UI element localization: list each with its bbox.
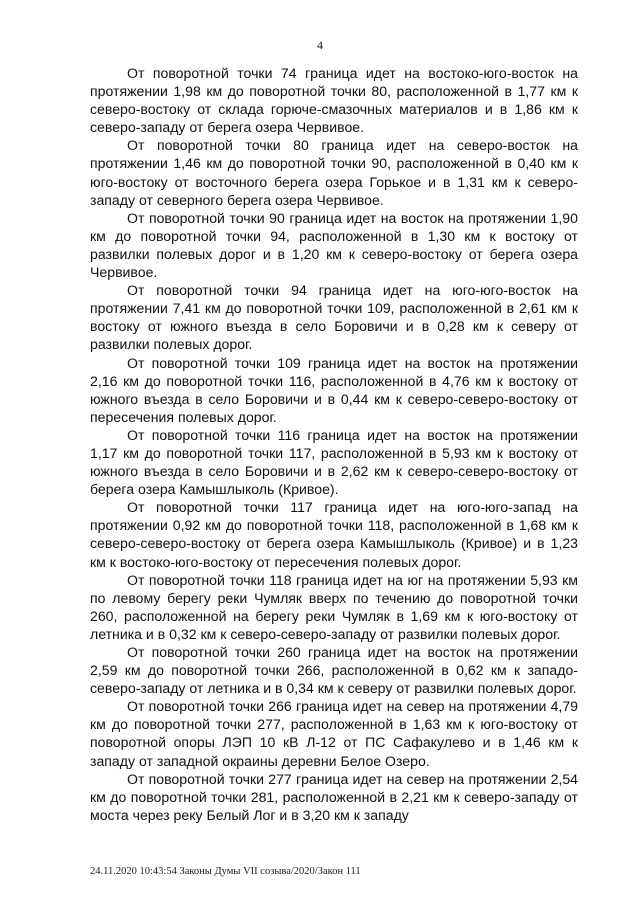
page-number: 4 xyxy=(317,38,323,52)
paragraph: От поворотной точки 94 граница идет на юго-юго-восток на протяжении 7,41 км до поворотной точки 109, расположенной в 2,61 км к востоку от южного въезда в село Боровичи и в 0,28 км к северу от развилки полевых дорог. xyxy=(90,282,578,353)
paragraph: От поворотной точки 80 граница идет на северо-восток на протяжении 1,46 км до поворотной точки 90, расположенной в 0,40 км к юго-востоку от восточного берега озера Горькое и в 1,31 км к северо-западу от северного берега озера Червивое. xyxy=(90,137,578,208)
document-body xyxy=(90,64,578,824)
paragraph: От поворотной точки 266 граница идет на север на протяжении 4,79 км до поворотной точки 277, расположенной в 1,63 км к юго-востоку от поворотной опоры ЛЭП 10 кВ Л-12 от ПС Сафакулево и в 1,46 км к западу от западной окраины деревни Белое Озеро. xyxy=(90,698,578,769)
paragraph: От поворотной точки 260 граница идет на восток на протяжении 2,59 км до поворотной точки 266, расположенной в 0,62 км к западо-северо-западу от летника и в 0,34 км к северу от развилки полевых дорог. xyxy=(90,644,578,697)
paragraph: От поворотной точки 117 граница идет на юго-юго-запад на протяжении 0,92 км до поворотной точки 118, расположенной в 1,68 км к северо-северо-востоку от берега озера Камышлыколь (Кривое) и в 1,23 км к востоко-юго-востоку от пересечения полевых дорог. xyxy=(90,499,578,570)
paragraph: От поворотной точки 118 граница идет на юг на протяжении 5,93 км по левому берегу реки Чумляк вверх по течению до поворотной точки 260, расположенной на берегу реки Чумляк в 1,69 км к юго-востоку от летника и в 0,32 км к северо-северо-западу от развилки полевых дорог. xyxy=(90,571,578,642)
paragraph: От поворотной точки 90 граница идет на восток на протяжении 1,90 км до поворотной точки 94, расположенной в 1,30 км к востоку от развилки полевых дорог и в 1,20 км к северо-востоку от берега озера Червивое. xyxy=(90,209,578,281)
paragraph: От поворотной точки 74 граница идет на востоко-юго-восток на протяжении 1,98 км до поворотной точки 80, расположенной в 1,77 км к северо-востоку от склада горюче-смазочных материалов и в 1,86 км к северо-западу от берега озера Червивое. xyxy=(90,65,578,136)
paragraph: От поворотной точки 277 граница идет на север на протяжении 2,54 км до поворотной точки 281, расположенной в 2,21 км к северо-западу от моста через реку Белый Лог и в 3,20 км к западу xyxy=(90,770,578,823)
paragraph: От поворотной точки 109 граница идет на восток на протяжении 2,16 км до поворотной точки 116, расположенной в 4,76 км к востоку от южного въезда в село Боровичи и в 0,44 км к северо-северо-востоку от пересечения полевых дорог. xyxy=(90,354,578,425)
paragraph: От поворотной точки 116 граница идет на восток на протяжении 1,17 км до поворотной точки 117, расположенной в 5,93 км к востоку от южного въезда в село Боровичи и в 2,62 км к северо-северо-востоку от берега озера Камышлыколь (Кривое). xyxy=(90,426,578,498)
document-footer: 24.11.2020 10:43:54 Законы Думы VII созыва/2020/Закон 111 xyxy=(90,866,361,877)
